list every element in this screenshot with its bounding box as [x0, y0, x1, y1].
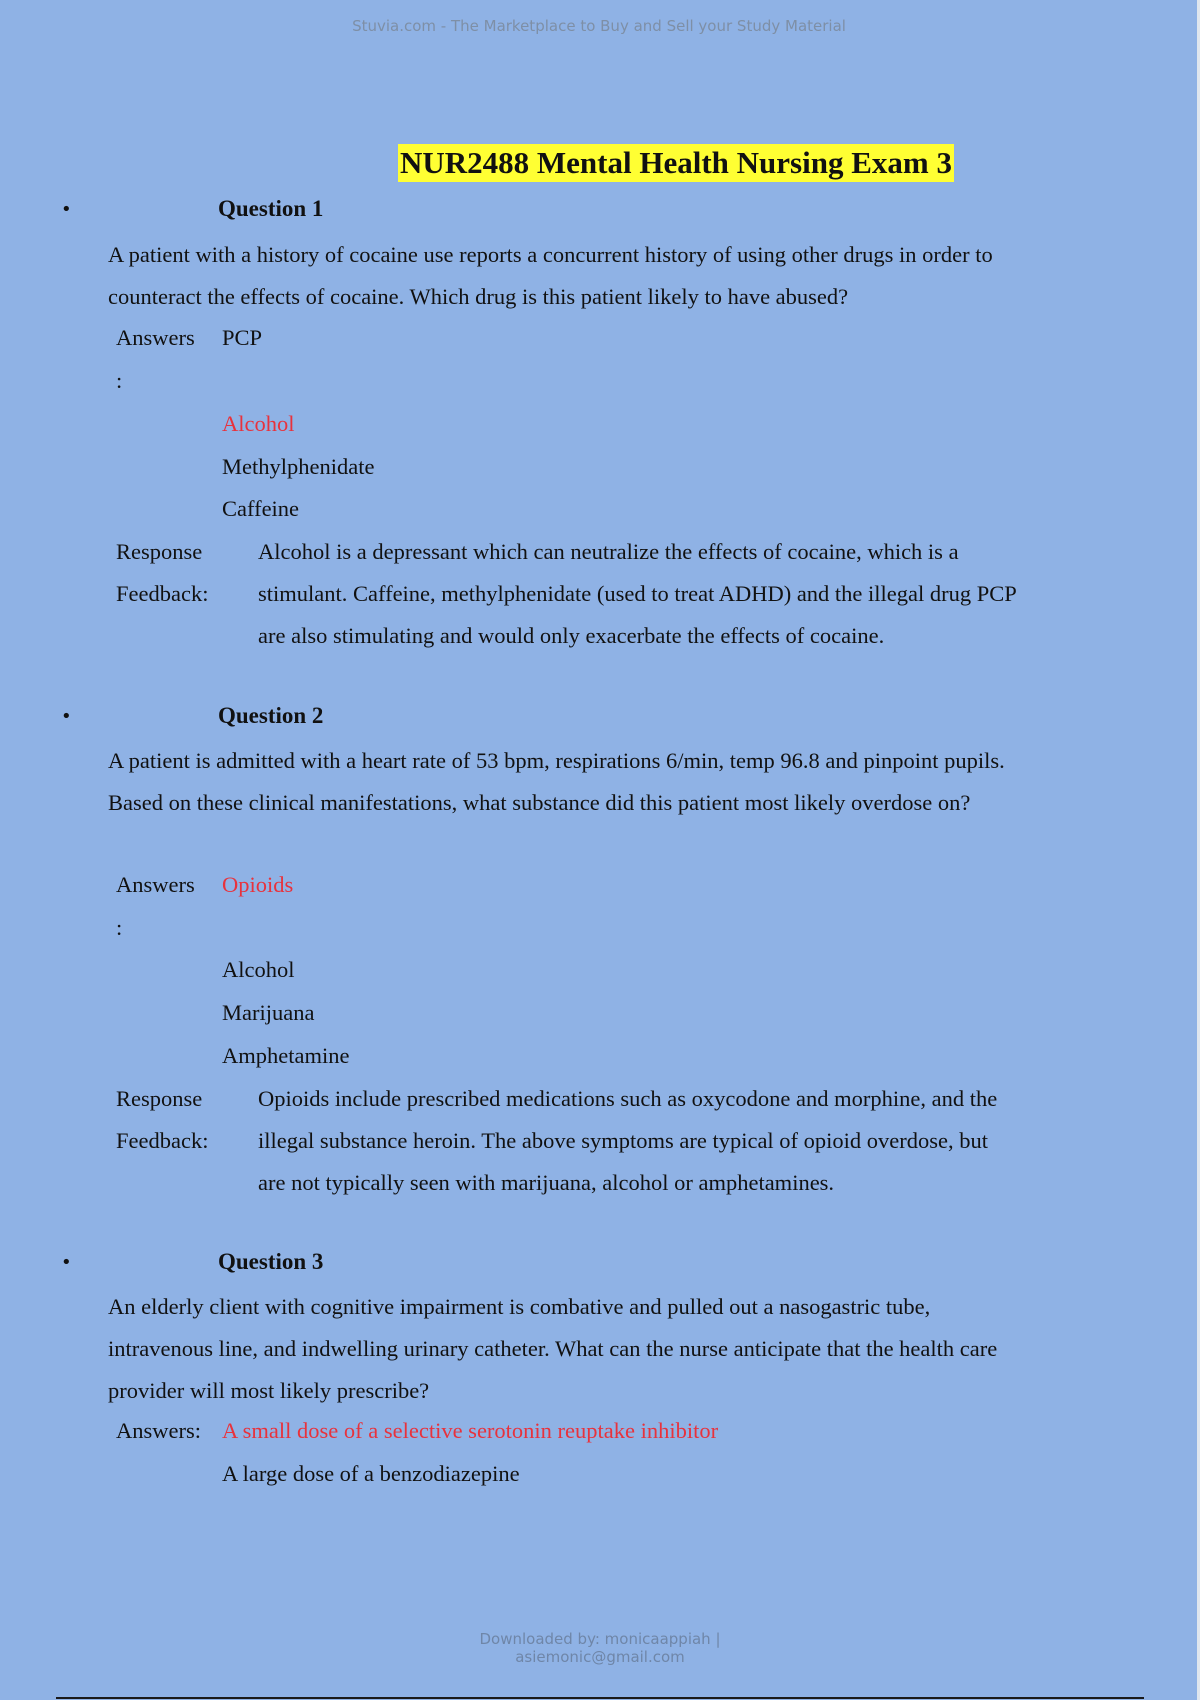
bullet-icon: • [61, 706, 72, 727]
answer-option: Methylphenidate [222, 454, 375, 479]
answer-option-correct: Opioids [222, 872, 294, 897]
answer-option-correct: A small dose of a selective serotonin reuptake inhibitor [222, 1418, 719, 1443]
response-feedback-text: Alcohol is a depressant which can neutralize the effects of cocaine, which is a stimulant. Caffeine, methylphenidate (used to treat ADHD) and the illegal drug PCP are also stimulating and would only exacerbate the effects of cocaine. [258, 539, 1016, 648]
question-heading: Question 1 [218, 196, 324, 221]
answers-label: Answers [116, 325, 195, 350]
question-prompt: An elderly client with cognitive impairment is combative and pulled out a nasogastric tube, intravenous line, and indwelling urinary catheter. What can the nurse anticipate that the health care provider will most likely prescribe? [108, 1294, 998, 1403]
footer-email-line: asiemonic@gmail.com [515, 1648, 685, 1666]
answer-option: Amphetamine [222, 1043, 350, 1068]
response-feedback-label: Response [116, 1086, 203, 1111]
response-feedback-label: Feedback: [116, 581, 209, 606]
footer-watermark [0, 1630, 1200, 1666]
bullet-icon: • [61, 1252, 72, 1273]
footer-download-line: Downloaded by: monicaappiah | [479, 1630, 721, 1648]
answers-label-colon: : [116, 915, 123, 940]
answers-label-colon: : [116, 368, 123, 393]
document-title: NUR2488 Mental Health Nursing Exam 3 [400, 145, 952, 180]
answer-option: A large dose of a benzodiazepine [222, 1461, 520, 1486]
answer-option: Marijuana [222, 1000, 315, 1025]
question-prompt: A patient is admitted with a heart rate of 53 bpm, respirations 6/min, temp 96.8 and pinpoint pupils. Based on these clinical manifestations, what substance did this patient most likely overdose on? [108, 748, 1005, 815]
footer-divider [56, 1697, 1144, 1699]
answers-label: Answers: [116, 1418, 201, 1443]
bullet-icon: • [61, 199, 72, 220]
response-feedback-label: Feedback: [116, 1128, 209, 1153]
answer-option-correct: Alcohol [222, 411, 295, 436]
answer-option: Caffeine [222, 496, 300, 521]
question-heading: Question 3 [218, 1249, 324, 1274]
question-prompt: A patient with a history of cocaine use reports a concurrent history of using other drugs in order to counteract the effects of cocaine. Which drug is this patient likely to have abused? [108, 242, 993, 309]
answer-option: Alcohol [222, 957, 295, 982]
response-feedback-label: Response [116, 539, 203, 564]
header-watermark-text: Stuvia.com - The Marketplace to Buy and Sell your Study Material [352, 17, 846, 35]
answer-option: PCP [222, 325, 263, 350]
header-watermark [0, 17, 1200, 41]
question-heading: Question 2 [218, 703, 324, 728]
answers-label: Answers [116, 872, 195, 897]
response-feedback-text: Opioids include prescribed medications such as oxycodone and morphine, and the illegal substance heroin. The above symptoms are typical of opioid overdose, but are not typically seen with marijuana, alcohol or amphetamines. [258, 1086, 998, 1195]
